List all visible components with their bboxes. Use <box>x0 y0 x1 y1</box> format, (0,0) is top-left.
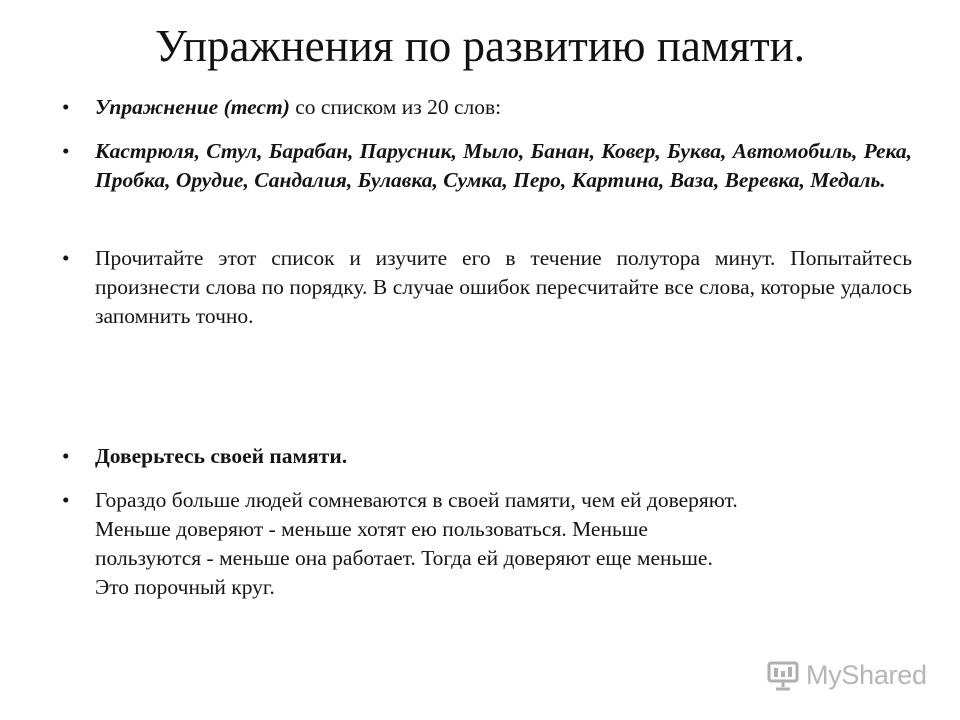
bullet-marker: • <box>62 444 70 468</box>
bullet-marker: • <box>62 488 70 512</box>
bullet-text <box>95 93 912 122</box>
trust-body-text <box>95 486 912 602</box>
exercise-rest: со списком из 20 слов: <box>289 95 502 119</box>
bullet-trust-heading <box>62 442 912 471</box>
bullet-trust-body <box>62 486 912 602</box>
slide-title: Упражнения по развитию памяти. <box>155 21 805 71</box>
exercise-lead: Упражнение (тест) <box>95 95 290 119</box>
bullet-word-list <box>62 137 912 195</box>
watermark <box>766 655 927 695</box>
instructions-text: Прочитайте этот список и изучите его в течение полутора минут. Попытайтесь произнести слова по порядку. В случае ошибок пересчитайте все слова, которые удалось запомнить точно. <box>95 246 912 328</box>
bullet-marker: • <box>62 95 70 119</box>
bullet-marker: • <box>62 246 70 270</box>
bullet-instructions <box>62 244 912 331</box>
watermark-text: MyShared <box>806 659 927 690</box>
bullet-exercise-intro <box>62 93 912 122</box>
trust-body-line: Гораздо больше людей сомневаются в своей памяти, чем ей доверяют. <box>95 488 738 512</box>
trust-body-line: пользуются - меньше она работает. Тогда ей доверяют еще меньше. <box>95 546 713 570</box>
projector-screen-icon <box>766 658 800 692</box>
trust-heading-text: Доверьтесь своей памяти. <box>95 444 348 468</box>
trust-body-line: Меньше доверяют - меньше хотят ею пользоваться. Меньше <box>95 517 648 541</box>
word-list-text: Кастрюля, Стул, Барабан, Парусник, Мыло, Банан, Ковер, Буква, Автомобиль, Река, Пробка, Орудие, Сандалия, Булавка, Сумка, Перо, Картина, Ваза, Веревка, Медаль. <box>95 139 912 192</box>
bullet-marker: • <box>62 139 70 163</box>
trust-body-line: Это порочный круг. <box>95 575 275 599</box>
